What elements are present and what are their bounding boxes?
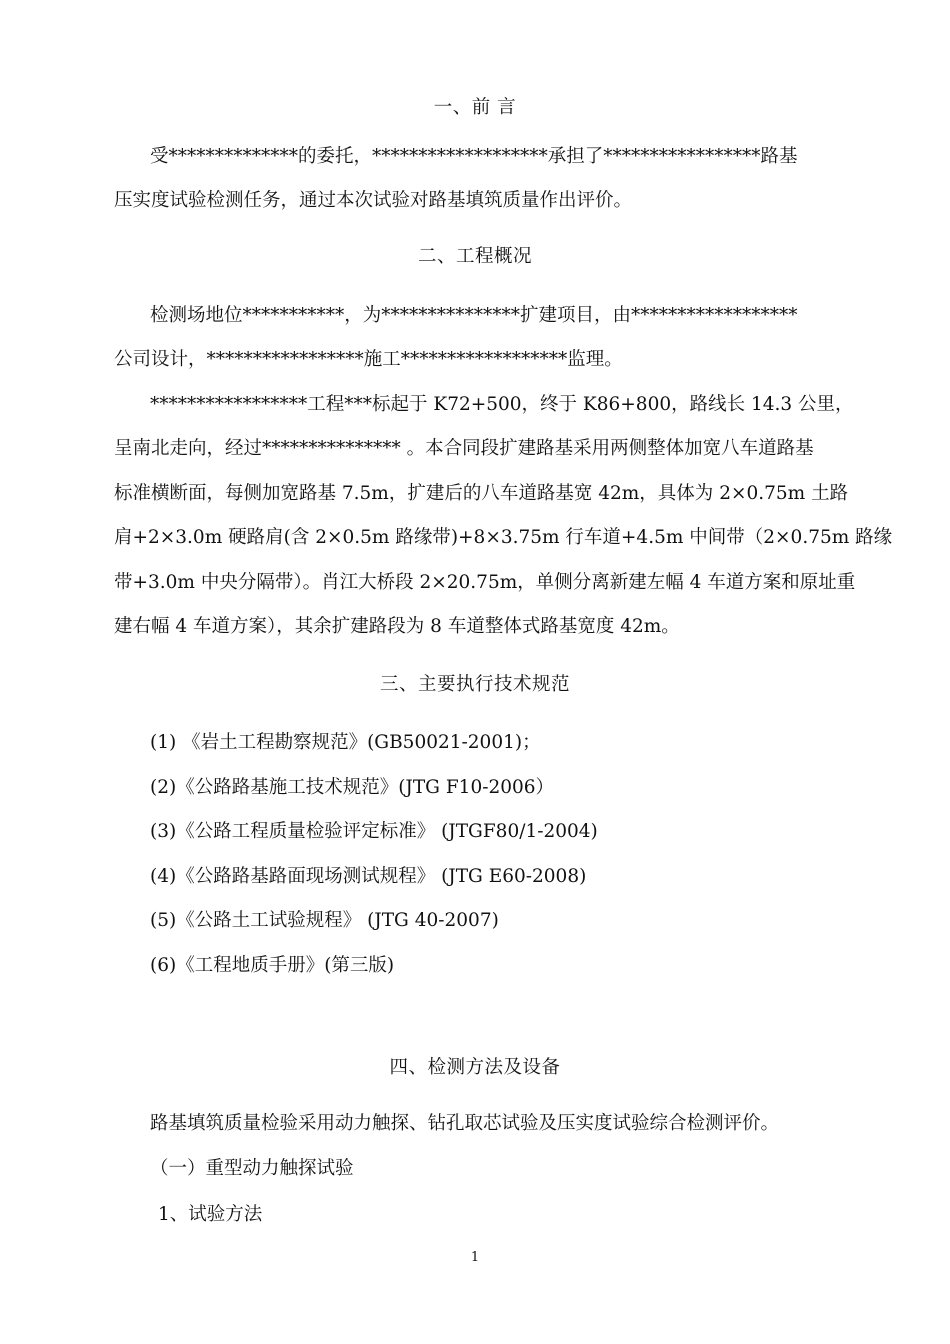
section-4-subsubheading: 1、试验方法 — [158, 1204, 263, 1225]
standard-item-1: (1) 《岩土工程勘察规范》(GB50021-2001)； — [150, 732, 541, 753]
section-2-paragraph-1-line-1: 检测场地位***********，为***************扩建项目，由****************** — [150, 305, 798, 326]
section-2-paragraph-2-line-2: 呈南北走向，经过*************** 。本合同段扩建路基采用两侧整体加宽八车道路基 — [114, 438, 814, 459]
section-2-paragraph-2-line-4: 肩+2×3.0m 硬路肩(含 2×0.5m 路缘带)+8×3.75m 行车道+4.5m 中间带（2×0.75m 路缘 — [114, 527, 893, 548]
section-3-heading: 三、主要执行技术规范 — [379, 674, 570, 695]
section-2-paragraph-1-line-2: 公司设计，*****************施工******************监理。 — [114, 349, 623, 370]
section-2-paragraph-2-line-5: 带+3.0m 中央分隔带）。肖江大桥段 2×20.75m，单侧分离新建左幅 4 车道方案和原址重 — [114, 572, 856, 593]
section-2-heading: 二、工程概况 — [417, 246, 532, 267]
section-1-paragraph-line-2: 压实度试验检测任务，通过本次试验对路基填筑质量作出评价。 — [114, 190, 633, 211]
section-4-subheading: （一）重型动力触探试验 — [150, 1158, 354, 1179]
section-1-heading: 一、前 言 — [433, 97, 517, 118]
section-2-paragraph-2-line-6: 建右幅 4 车道方案），其余扩建路段为 8 车道整体式路基宽度 42m。 — [114, 616, 680, 637]
standard-item-4: (4)《公路路基路面现场测试规程》 (JTG E60-2008) — [150, 866, 587, 887]
standard-item-2: (2)《公路路基施工技术规范》(JTG F10-2006） — [150, 777, 555, 798]
page-number: 1 — [470, 1250, 480, 1265]
standard-item-6: (6)《工程地质手册》(第三版) — [150, 955, 395, 976]
section-2-paragraph-2-line-3: 标准横断面，每侧加宽路基 7.5m，扩建后的八车道路基宽 42m，具体为 2×0.75m 土路 — [114, 483, 849, 504]
section-1-paragraph-line-1: 受**************的委托，*******************承担了*****************路基 — [150, 146, 798, 167]
standard-item-3: (3)《公路工程质量检验评定标准》 (JTGF80/1-2004) — [150, 821, 598, 842]
section-4-paragraph: 路基填筑质量检验采用动力触探、钻孔取芯试验及压实度试验综合检测评价。 — [150, 1113, 780, 1134]
section-4-heading: 四、检测方法及设备 — [389, 1057, 561, 1078]
standard-item-5: (5)《公路土工试验规程》 (JTG 40-2007) — [150, 910, 499, 931]
section-2-paragraph-2-line-1: *****************工程***标起于 K72+500，终于 K86+800，路线长 14.3 公里， — [150, 394, 854, 415]
